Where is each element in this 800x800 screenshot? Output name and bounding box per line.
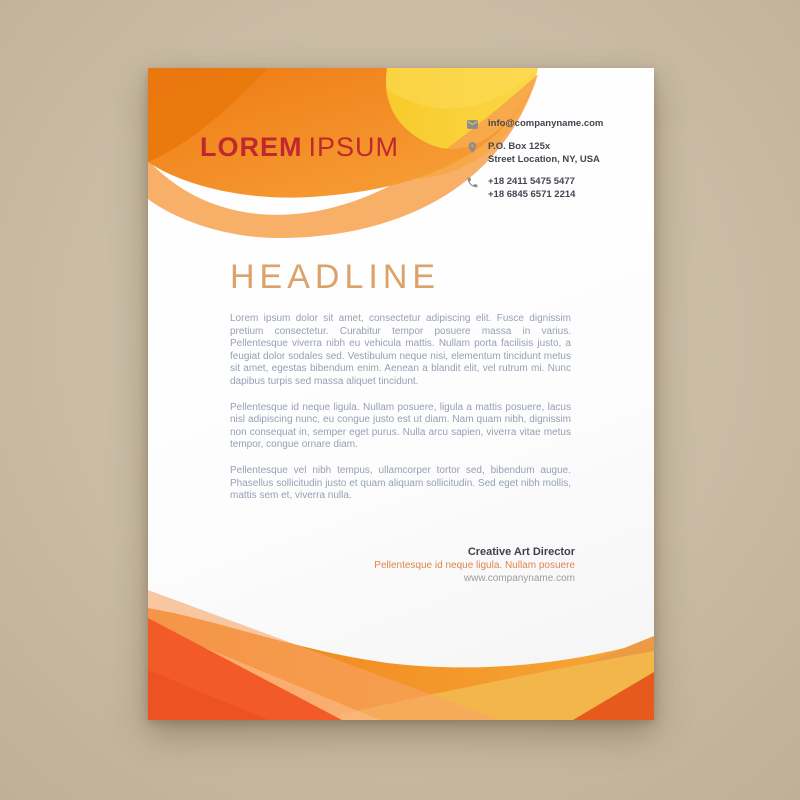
contact-email: info@companyname.com [488, 118, 604, 129]
phone-icon [466, 176, 479, 189]
headline: HEADLINE [230, 258, 441, 296]
logo-primary: LOREM [200, 132, 303, 162]
contact-row-address [466, 141, 641, 166]
logo-secondary: IPSUM [308, 132, 400, 162]
contact-phones [488, 176, 575, 201]
body-paragraph-2: Pellentesque id neque ligula. Nullam posuere, ligula a mattis posuere, lacus nisl adipiscing nunc, eu congue justo est ut diam. Nam quam nibh, dignissim non consequat in, semper eget purus. Nulla arcu sapien, viverra vitae metus tempor, congue ornare diam. [230, 401, 571, 451]
phone-line-1: +18 2411 5475 5477 [488, 176, 575, 187]
company-logo [200, 132, 399, 163]
letter-body [230, 258, 571, 516]
address-line-2: Street Location, NY, USA [488, 153, 600, 165]
location-pin-icon [466, 141, 479, 154]
phone-line-2: +18 6845 6571 2214 [488, 188, 576, 200]
signature-title: Creative Art Director [467, 546, 575, 558]
signature-website: www.companyname.com [463, 573, 575, 584]
signature-tagline: Pellentesque id neque ligula. Nullam posuere [374, 560, 575, 571]
contact-row-email [466, 118, 641, 131]
mail-icon [466, 118, 479, 131]
address-line-1: P.O. Box 125x [488, 141, 551, 152]
contact-address [488, 141, 600, 166]
body-paragraph-1: Lorem ipsum dolor sit amet, consectetur adipiscing elit. Fusce dignissim pretium consectetur. Curabitur tempor posuere massa in varius. Pellentesque viverra nibh eu vehicula mattis. Nullam porta facilisis justo, a feugiat dolor sodales sed. Vestibulum neque nisi, elementum tincidunt metus sit amet, egestas bibendum enim. Aenean a blandit elit, vel rutrum mi. Nunc dapibus turpis sed massa aliquet tincidunt. [230, 313, 571, 387]
contact-row-phone [466, 176, 641, 201]
letterhead-paper [148, 68, 654, 720]
contact-block [466, 118, 641, 211]
body-paragraph-3: Pellentesque vel nibh tempus, ullamcorper tortor sed, bibendum augue. Phasellus sollicitudin justo et quam aliquam sollicitudin. Sed eget nibh mollis, mattis sem et, viverra nulla. [230, 464, 571, 502]
signature-block [374, 545, 575, 585]
